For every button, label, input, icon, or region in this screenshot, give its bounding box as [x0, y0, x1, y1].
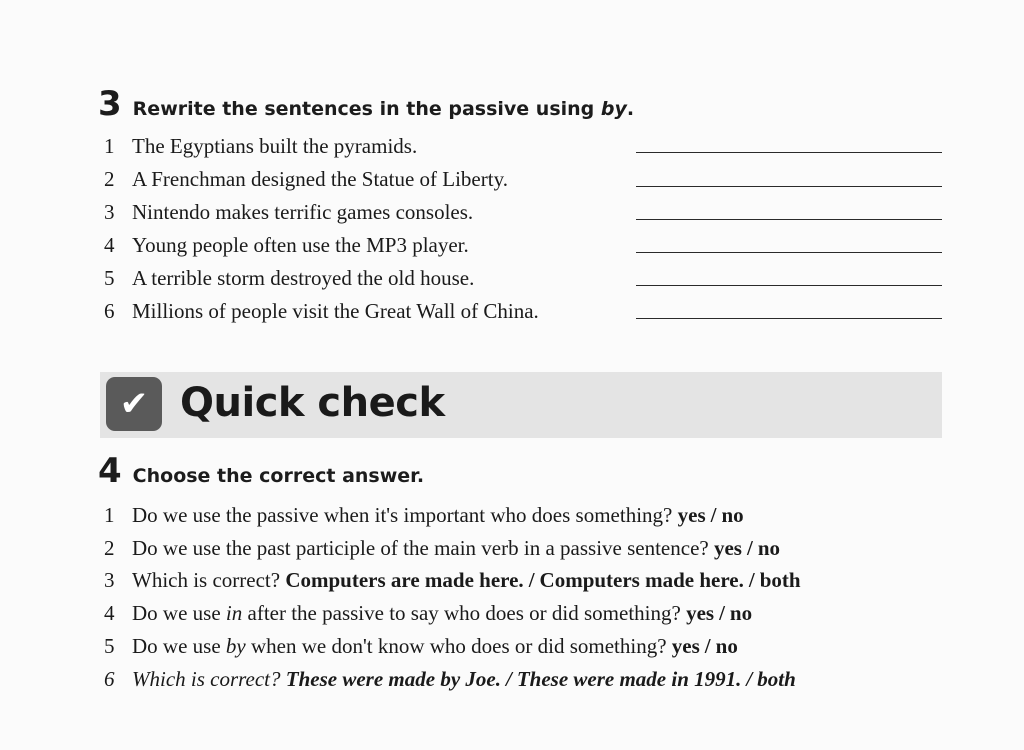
question-text: Do we use the passive when it's important who does something? yes / no	[132, 503, 744, 527]
quick-check-title: Quick check	[180, 380, 445, 426]
option-no[interactable]: no	[715, 634, 738, 658]
option-2[interactable]: These were made in 1991.	[516, 667, 742, 691]
question-text: Which is correct? These were made by Joe. / These were made in 1991. / both	[132, 667, 796, 691]
item-number: 5	[104, 266, 115, 290]
option-yes[interactable]: yes	[671, 634, 700, 658]
item-number: 6	[104, 667, 115, 691]
sentence-text: The Egyptians built the pyramids.	[132, 134, 418, 158]
sentence-text: Millions of people visit the Great Wall of China.	[132, 299, 539, 323]
question-text: Do we use the past participle of the main verb in a passive sentence? yes / no	[132, 536, 780, 560]
sentence-text: Young people often use the MP3 player.	[132, 233, 469, 257]
exercise-number: 4	[98, 451, 121, 491]
answer-line[interactable]	[636, 186, 942, 187]
exercise-instruction: Choose the correct answer.	[132, 465, 425, 487]
sentence-row	[100, 298, 539, 324]
item-number: 3	[104, 200, 115, 224]
sentence-text: Nintendo makes terrific games consoles.	[132, 200, 474, 224]
option-yes[interactable]: yes	[677, 503, 706, 527]
option-yes[interactable]: yes	[686, 601, 715, 625]
answer-line[interactable]	[636, 152, 942, 153]
answer-line[interactable]	[636, 285, 942, 286]
option-both[interactable]: both	[759, 568, 801, 592]
answer-line[interactable]	[636, 318, 942, 319]
sentence-row	[100, 265, 474, 291]
exercise-4-heading	[98, 451, 424, 491]
item-number: 5	[104, 634, 115, 658]
exercise-number: 3	[98, 84, 121, 124]
question-text: Which is correct? Computers are made here. / Computers made here. / both	[132, 568, 801, 592]
item-number: 2	[104, 536, 115, 560]
item-number: 4	[104, 233, 115, 257]
sentence-text: A terrible storm destroyed the old house.	[132, 266, 475, 290]
item-number: 2	[104, 167, 115, 191]
answer-line[interactable]	[636, 219, 942, 220]
sentence-row	[100, 133, 417, 159]
option-1[interactable]: Computers are made here.	[285, 568, 524, 592]
option-2[interactable]: Computers made here.	[539, 568, 744, 592]
sentence-text: A Frenchman designed the Statue of Liberty.	[132, 167, 508, 191]
question-row	[100, 502, 744, 528]
item-number: 1	[104, 134, 115, 158]
question-row	[100, 633, 738, 659]
question-row	[100, 666, 796, 692]
option-yes[interactable]: yes	[713, 536, 742, 560]
answer-line[interactable]	[636, 252, 942, 253]
option-no[interactable]: no	[729, 601, 753, 625]
sentence-row	[100, 166, 508, 192]
option-1[interactable]: These were made by Joe.	[285, 667, 501, 691]
exercise-3-heading	[98, 84, 634, 124]
question-text: Do we use by when we don't know who does or did something? yes / no	[132, 634, 738, 658]
item-number: 3	[104, 568, 115, 592]
question-row	[100, 567, 801, 593]
item-number: 4	[104, 601, 115, 625]
item-number: 6	[104, 299, 115, 323]
sentence-row	[100, 232, 469, 258]
item-number: 1	[104, 503, 115, 527]
option-both[interactable]: both	[757, 667, 796, 691]
question-row	[100, 600, 752, 626]
checkmark-icon: ✔	[106, 377, 162, 431]
option-no[interactable]: no	[721, 503, 744, 527]
question-row	[100, 535, 780, 561]
exercise-instruction: Rewrite the sentences in the passive using by.	[132, 98, 635, 120]
sentence-row	[100, 199, 473, 225]
question-text: Do we use in after the passive to say who does or did something? yes / no	[132, 601, 753, 625]
option-no[interactable]: no	[757, 536, 780, 560]
